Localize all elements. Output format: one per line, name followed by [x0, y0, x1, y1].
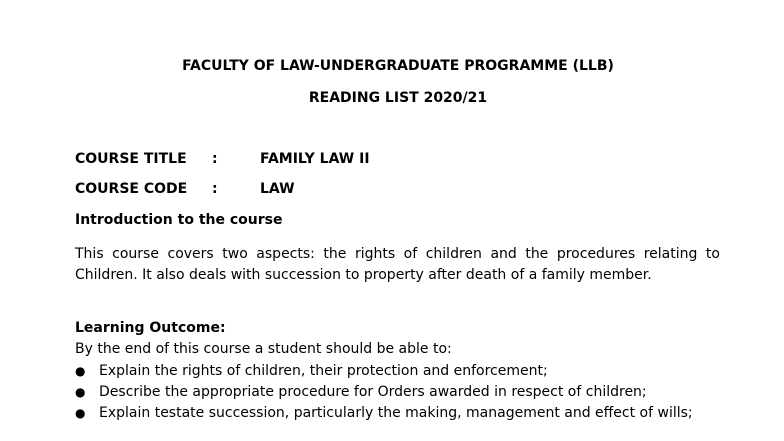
course-title-value: FAMILY LAW II	[260, 151, 370, 167]
introduction-heading: Introduction to the course	[75, 212, 283, 228]
learning-outcome-list	[75, 361, 720, 423]
course-code-value: LAW	[260, 181, 295, 197]
list-item-text: Explain testate succession, particularly the making, management and effect of wills;	[99, 404, 693, 421]
list-item-text: Explain the rights of children, their protection and enforcement;	[99, 363, 548, 379]
reading-list-heading: READING LIST 2020/21	[308, 90, 488, 106]
course-title-label: COURSE TITLE	[75, 151, 187, 167]
list-item	[75, 403, 720, 424]
list-item	[75, 382, 720, 403]
learning-outcome-lead: By the end of this course a student should be able to:	[75, 341, 452, 357]
list-item	[75, 361, 720, 382]
list-item-text: Describe the appropriate procedure for Orders awarded in respect of children;	[99, 383, 647, 400]
course-code-colon: :	[212, 181, 218, 197]
learning-outcome-heading: Learning Outcome:	[75, 320, 226, 336]
faculty-heading: FACULTY OF LAW-UNDERGRADUATE PROGRAMME (LLB)	[182, 58, 614, 74]
bullet-icon: ●	[75, 405, 86, 420]
course-code-label: COURSE CODE	[75, 181, 188, 197]
course-title-colon: :	[212, 151, 218, 167]
bullet-icon: ●	[75, 384, 86, 399]
bullet-icon: ●	[75, 364, 86, 378]
introduction-paragraph: This course covers two aspects: the rights of children and the procedures relating to Children. It also deals with succession to property after death of a family member.	[75, 246, 720, 283]
